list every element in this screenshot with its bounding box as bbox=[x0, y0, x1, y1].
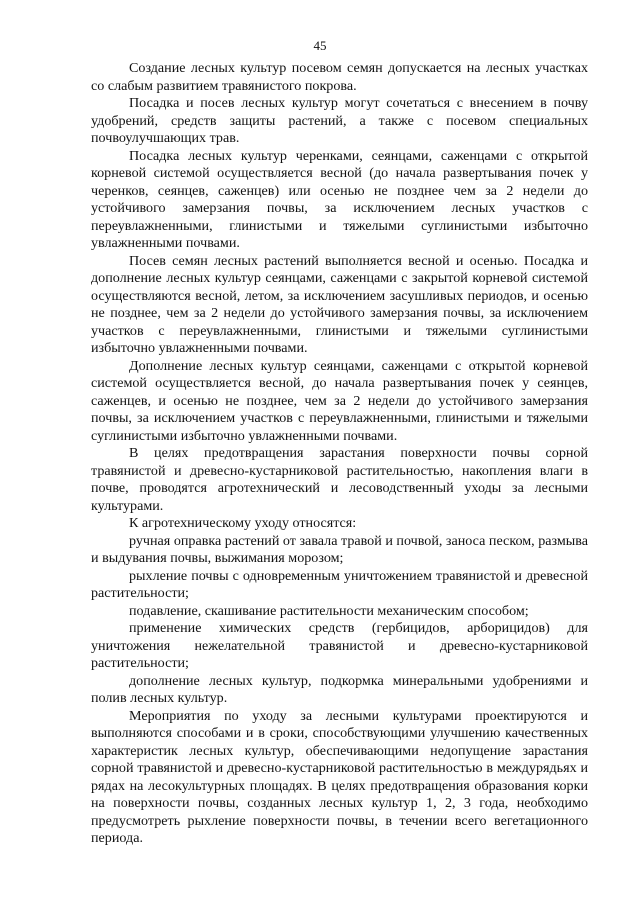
document-body bbox=[91, 60, 588, 848]
list-item-chemical-means: применение химических средств (гербицидов, арборицидов) для уничтожения нежелательной травянистой и древесно-кустарниковой растительности; bbox=[91, 620, 588, 671]
list-item-manual-straightening: ручная оправка растений от завала травой и почвой, заноса песком, размыва и выдувания почвы, выжимания морозом; bbox=[91, 532, 588, 566]
list-item-fertilizing-watering: дополнение лесных культур, подкормка минеральными удобрениями и полив лесных культур. bbox=[91, 672, 588, 706]
paragraph-care-measures: Мероприятия по уходу за лесными культурами проектируются и выполняются способами и в сроки, способствующими улучшению качественных характеристик лесных культур, обеспечивающими недопущение зарастания сорной травянистой и древесно-кустарниковой растительностью в междурядьях и рядах на лесокультурных площадях. В целях предотвращения образования корки на поверхности почвы, созданных лесных культур 1, 2, 3 года, необходимо предусмотреть рыхление поверхности почвы, в течении всего вегетационного периода. bbox=[91, 707, 588, 846]
paragraph-seeding-conditions: Создание лесных культур посевом семян допускается на лесных участках со слабым развитием травянистого покрова. bbox=[91, 60, 588, 94]
paragraph-supplementing-cultures: Дополнение лесных культур сеянцами, саженцами с открытой корневой системой осуществляется весной, до начала развертывания почек у сеянцев, саженцев, и осенью не позднее, чем за 2 недели до устойчивого замерзания почвы, за исключением участков с переувлажненными, глинистыми и тяжелыми суглинистыми избыточно увлажненными почвами. bbox=[91, 357, 588, 444]
paragraph-agrotechnical-care-intro: К агротехническому уходу относятся: bbox=[129, 515, 357, 531]
page-number: 45 bbox=[313, 38, 327, 53]
list-item-loosening: рыхление почвы с одновременным уничтожением травянистой и древесной растительности; bbox=[91, 567, 588, 601]
paragraph-open-root-planting: Посадка лесных культур черенками, сеянцами, саженцами с открытой корневой системой осуществляется весной (до начала развертывания почек у черенков, сеянцев, саженцев) или осенью не позднее чем за 2 недели до устойчивого замерзания почвы, за исключением лесных участков с переувлажненными, глинистыми и тяжелыми суглинистыми избыточно увлажненными почвами. bbox=[91, 147, 588, 251]
paragraph-sowing-seasons: Посев семян лесных растений выполняется весной и осенью. Посадка и дополнение лесных культур сеянцами, саженцами с закрытой корневой системой осуществляются весной, летом, за исключением засушливых периодов, и осенью не позднее, чем за 2 недели до устойчивого замерзания почвы, за исключением участков с переувлажненными, глинистыми и тяжелыми суглинистыми избыточно увлажненными почвами. bbox=[91, 252, 588, 356]
paragraph-fertilizers: Посадка и посев лесных культур могут сочетаться с внесением в почву удобрений, средств защиты растений, а также с посевом специальных почвоулучшающих трав. bbox=[91, 95, 588, 146]
list-item-mowing: подавление, скашивание растительности механическим способом; bbox=[129, 602, 529, 619]
paragraph-care-purpose: В целях предотвращения зарастания поверхности почвы сорной травянистой и древесно-кустарниковой растительностью, накопления влаги в почве, проводятся агротехнический и лесоводственный уходы за лесными культурами. bbox=[91, 445, 588, 514]
